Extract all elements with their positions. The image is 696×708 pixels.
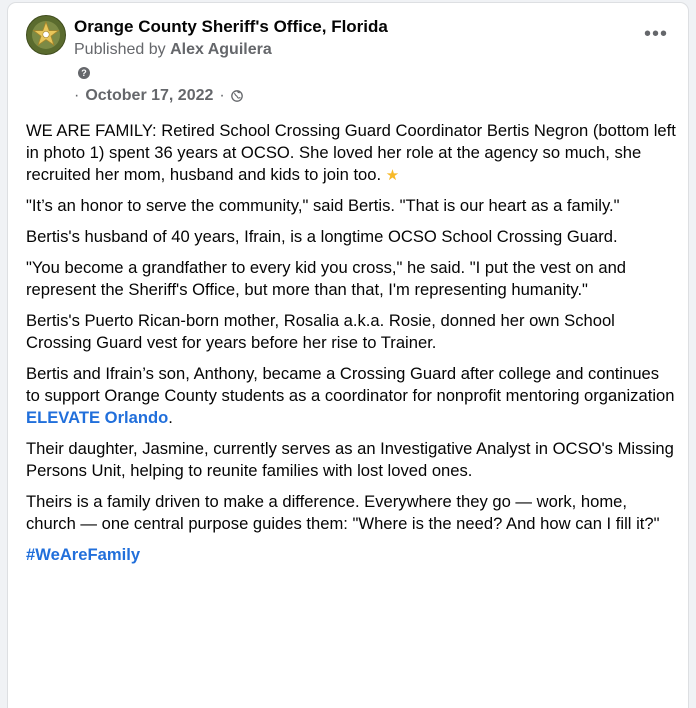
hashtag-link[interactable]: #WeAreFamily xyxy=(26,545,141,564)
globe-icon[interactable] xyxy=(231,90,243,102)
more-options-button[interactable]: ••• xyxy=(643,23,668,45)
post-date-line xyxy=(74,87,243,105)
published-author-link[interactable]: Alex Aguilera xyxy=(170,41,272,58)
post-paragraph-4: "You become a grandfather to every kid you cross," he said. "I put the vest on and represent the Sheriff's Office, but more than that, I'm representing humanity." xyxy=(26,258,627,299)
sheriff-star-badge-icon xyxy=(27,16,65,54)
paragraph-text: Bertis and Ifrain’s son, Anthony, became a Crossing Guard after college and continues to support Orange County students as a coordinator for nonprofit mentoring organization xyxy=(26,364,675,405)
post-paragraph-1 xyxy=(26,120,676,186)
post-paragraph-6 xyxy=(26,363,676,429)
date-suffix-dot: · xyxy=(219,87,225,104)
post-paragraph-7: Their daughter, Jasmine, currently serves as an Investigative Analyst in OCSO's Missing Persons Unit, helping to reunite families with lost loved ones. xyxy=(26,439,674,480)
published-prefix: Published by xyxy=(74,41,166,58)
published-by-line xyxy=(74,41,272,59)
elevate-orlando-link[interactable]: ELEVATE Orlando xyxy=(26,408,169,427)
star-emoji-icon: ★ xyxy=(385,166,400,184)
post-hashtags xyxy=(26,544,676,566)
post-date-link[interactable]: October 17, 2022 xyxy=(85,87,214,104)
link-suffix: . xyxy=(168,408,173,427)
page-avatar[interactable] xyxy=(26,15,66,55)
post-paragraph-8: Theirs is a family driven to make a difference. Everywhere they go — work, home, church — one central purpose guides them: "Where is the need? And how can I fill it?" xyxy=(26,492,660,533)
post-paragraph-2: "It’s an honor to serve the community," said Bertis. "That is our heart as a family." xyxy=(26,196,620,215)
date-prefix-dot: · xyxy=(74,87,80,104)
post-paragraph-3: Bertis's husband of 40 years, Ifrain, is a longtime OCSO School Crossing Guard. xyxy=(26,227,618,246)
post-body xyxy=(26,120,676,575)
post-card xyxy=(8,3,688,708)
post-header xyxy=(8,3,688,113)
post-paragraph-5: Bertis's Puerto Rican-born mother, Rosalia a.k.a. Rosie, donned her own School Crossing Guard vest for years before her rise to Trainer. xyxy=(26,311,615,352)
question-mark-icon[interactable]: ? xyxy=(78,67,90,79)
page-name-link[interactable]: Orange County Sheriff's Office, Florida xyxy=(74,17,388,36)
paragraph-text: WE ARE FAMILY: Retired School Crossing Guard Coordinator Bertis Negron (bottom left in photo 1) spent 36 years at OCSO. She loved her role at the agency so much, she recruited her mom, husband and kids to join too. xyxy=(26,121,676,184)
